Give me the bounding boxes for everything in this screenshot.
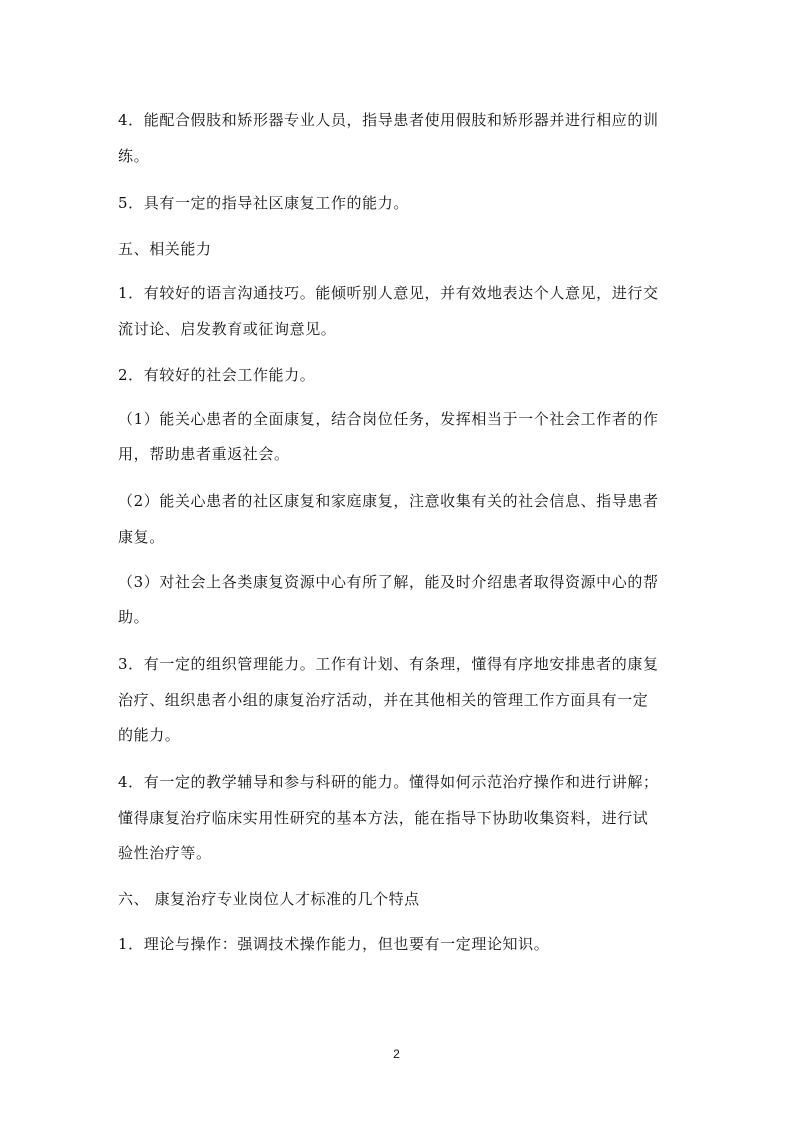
text-line: （2）能关心患者的社区康复和家庭康复，注意收集有关的社会信息、指导患者 xyxy=(118,492,659,510)
text-line: 治疗、组织患者小组的康复治疗活动，并在其他相关的管理工作方面具有一定 xyxy=(118,691,649,709)
page-number: 2 xyxy=(393,1047,400,1061)
text-line: 康复。 xyxy=(118,528,165,546)
text-line: 验性治疗等。 xyxy=(118,844,212,862)
text-line: 助。 xyxy=(118,608,150,626)
text-line: 1．有较好的语言沟通技巧。能倾听别人意见，并有效地表达个人意见，进行交 xyxy=(118,284,659,302)
text-line: 4．有一定的教学辅导和参与科研的能力。懂得如何示范治疗操作和进行讲解； xyxy=(118,773,659,791)
text-line: 1．理论与操作：强调技术操作能力，但也要有一定理论知识。 xyxy=(118,935,550,953)
text-line: 3．有一定的组织管理能力。工作有计划、有条理，懂得有序地安排患者的康复 xyxy=(118,655,659,673)
text-line: 4．能配合假肢和矫形器专业人员，指导患者使用假肢和矫形器并进行相应的训 xyxy=(118,111,659,129)
section-heading: 六、 康复治疗专业岗位人才标准的几个特点 xyxy=(118,890,420,908)
text-line: 流讨论、启发教育或征询意见。 xyxy=(118,320,337,338)
text-line: （3）对社会上各类康复资源中心有所了解，能及时介绍患者取得资源中心的帮 xyxy=(118,573,659,591)
text-line: 的能力。 xyxy=(118,726,181,744)
text-line: （1）能关心患者的全面康复，结合岗位任务，发挥相当于一个社会工作者的作 xyxy=(118,410,659,428)
text-line: 5．具有一定的指导社区康复工作的能力。 xyxy=(118,194,409,212)
text-line: 2．有较好的社会工作能力。 xyxy=(118,366,316,384)
text-line: 懂得康复治疗临床实用性研究的基本方法，能在指导下协助收集资料，进行试 xyxy=(118,809,649,827)
text-line: 用，帮助患者重返社会。 xyxy=(118,445,290,463)
text-line: 练。 xyxy=(118,147,150,165)
section-heading: 五、相关能力 xyxy=(118,240,212,258)
